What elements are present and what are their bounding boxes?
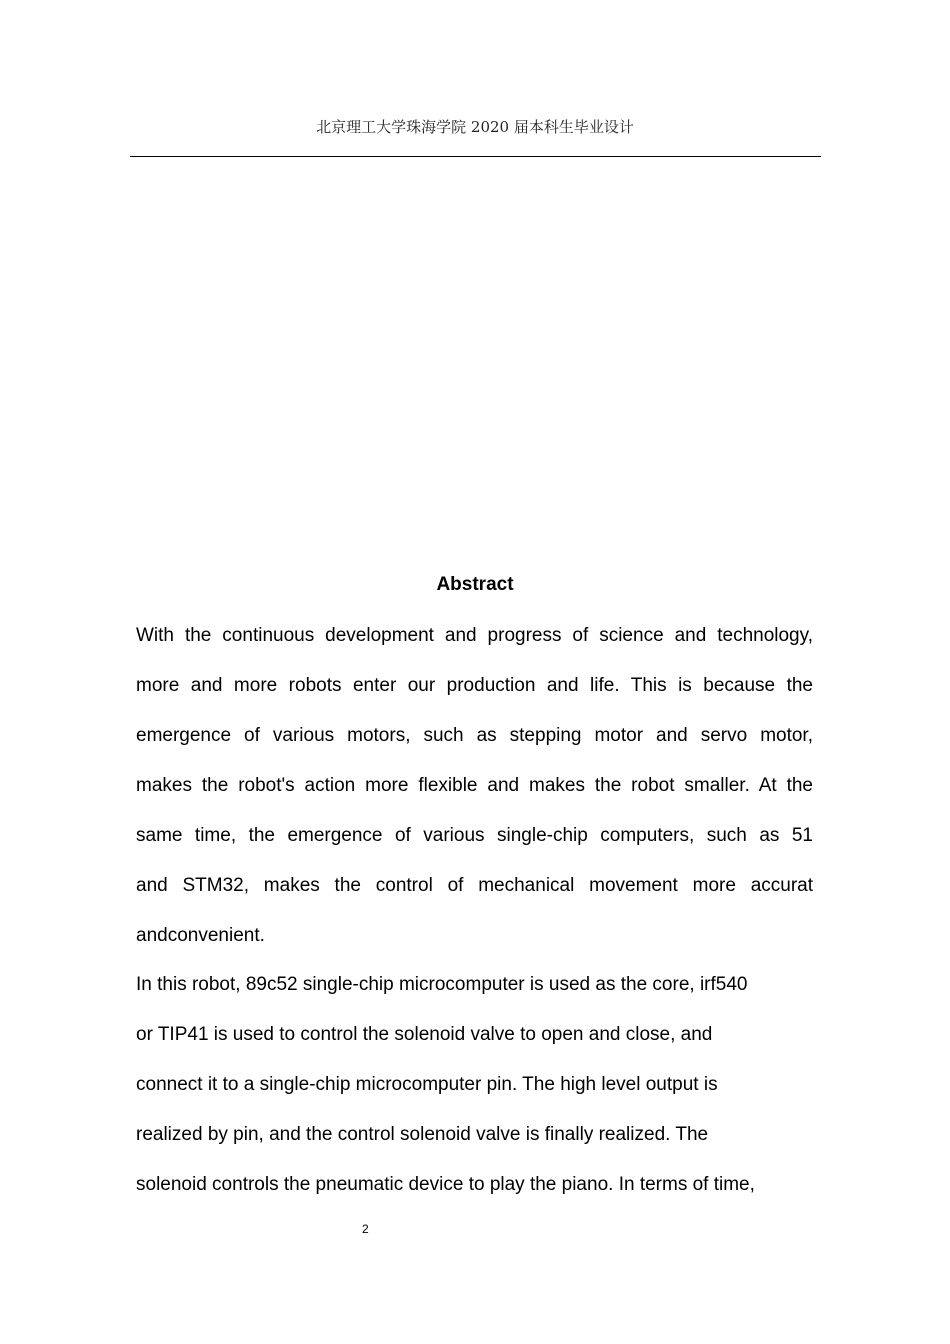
abstract-p1-line-1: With the continuous development and progress of science and technology,	[136, 625, 813, 646]
abstract-p1-line-6: and STM32, makes the control of mechanical movement more accurat	[136, 875, 813, 896]
abstract-p2-line-5: solenoid controls the pneumatic device to play the piano. In terms of time,	[136, 1174, 755, 1195]
abstract-p2-line-2: or TIP41 is used to control the solenoid valve to open and close, and	[136, 1024, 713, 1045]
abstract-p1-line-5: same time, the emergence of various single-chip computers, such as 51	[136, 825, 813, 846]
abstract-title: Abstract	[436, 574, 514, 595]
abstract-p1-line-7: andconvenient.	[136, 925, 265, 946]
abstract-p2-line-4: realized by pin, and the control solenoid valve is finally realized. The	[136, 1124, 709, 1145]
abstract-p1-line-3: emergence of various motors, such as stepping motor and servo motor,	[136, 725, 813, 746]
running-header: 北京理工大学珠海学院 2020 届本科生毕业设计	[316, 118, 634, 136]
abstract-p1-line-2: more and more robots enter our production and life. This is because the	[136, 675, 813, 696]
abstract-p1-line-4: makes the robot's action more flexible and makes the robot smaller. At the	[136, 775, 813, 796]
abstract-p2-line-1: In this robot, 89c52 single-chip microcomputer is used as the core, irf540	[136, 974, 748, 995]
abstract-p2-line-3: connect it to a single-chip microcomputer pin. The high level output is	[136, 1074, 718, 1095]
header-rule	[130, 156, 821, 157]
page-number: 2	[362, 1222, 369, 1236]
